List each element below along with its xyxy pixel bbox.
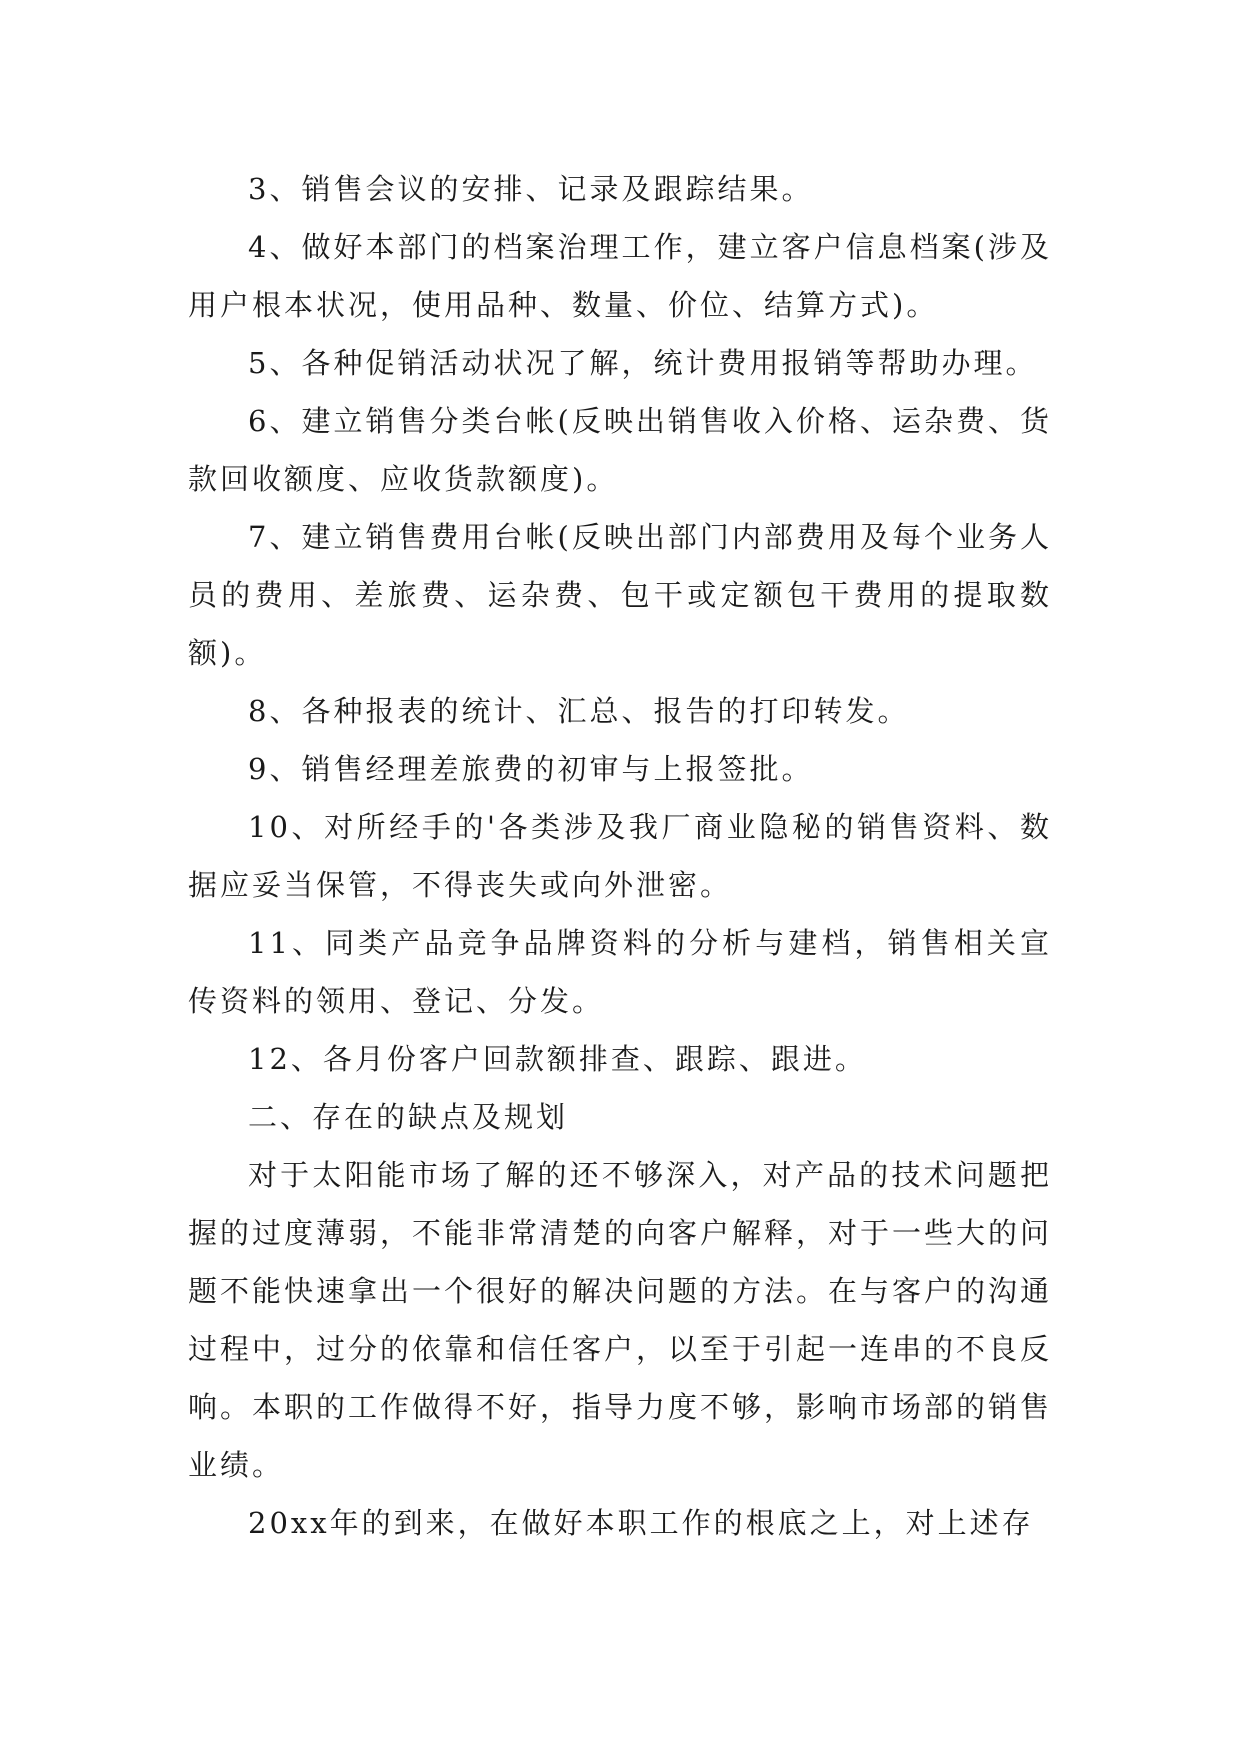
section-heading: 二、存在的缺点及规划: [248, 1100, 569, 1134]
paragraph-item-4: 4、做好本部门的档案治理工作，建立客户信息档案(涉及用户根本状况，使用品种、数量、价位、结算方式)。: [188, 230, 1052, 322]
paragraph-item-10: 10、对所经手的'各类涉及我厂商业隐秘的销售资料、数据应妥当保管，不得丧失或向外泄密。: [188, 810, 1052, 902]
paragraph-item-12: 12、各月份客户回款额排查、跟踪、跟进。: [248, 1042, 867, 1076]
paragraph-next-year: 20xx年的到来，在做好本职工作的根底之上，对上述存: [248, 1506, 1034, 1540]
document-body: [188, 160, 1052, 1552]
paragraph-shortcomings: 对于太阳能市场了解的还不够深入，对产品的技术问题把握的过度薄弱，不能非常清楚的向客户解释，对于一些大的问题不能快速拿出一个很好的解决问题的方法。在与客户的沟通过程中，过分的依靠和信任客户，以至于引起一连串的不良反响。本职的工作做得不好，指导力度不够，影响市场部的销售业绩。: [188, 1158, 1053, 1482]
paragraph-item-5: 5、各种促销活动状况了解，统计费用报销等帮助办理。: [248, 346, 1038, 380]
paragraph-item-6: 6、建立销售分类台帐(反映出销售收入价格、运杂费、货款回收额度、应收货款额度)。: [188, 404, 1052, 496]
paragraph-item-8: 8、各种报表的统计、汇总、报告的打印转发。: [248, 694, 910, 728]
paragraph-item-7: 7、建立销售费用台帐(反映出部门内部费用及每个业务人员的费用、差旅费、运杂费、包干或定额包干费用的提取数额)。: [188, 520, 1052, 670]
paragraph-item-9: 9、销售经理差旅费的初审与上报签批。: [248, 752, 814, 786]
paragraph-item-3: 3、销售会议的安排、记录及跟踪结果。: [248, 172, 814, 206]
paragraph-item-11: 11、同类产品竞争品牌资料的分析与建档，销售相关宣传资料的领用、登记、分发。: [188, 926, 1052, 1018]
